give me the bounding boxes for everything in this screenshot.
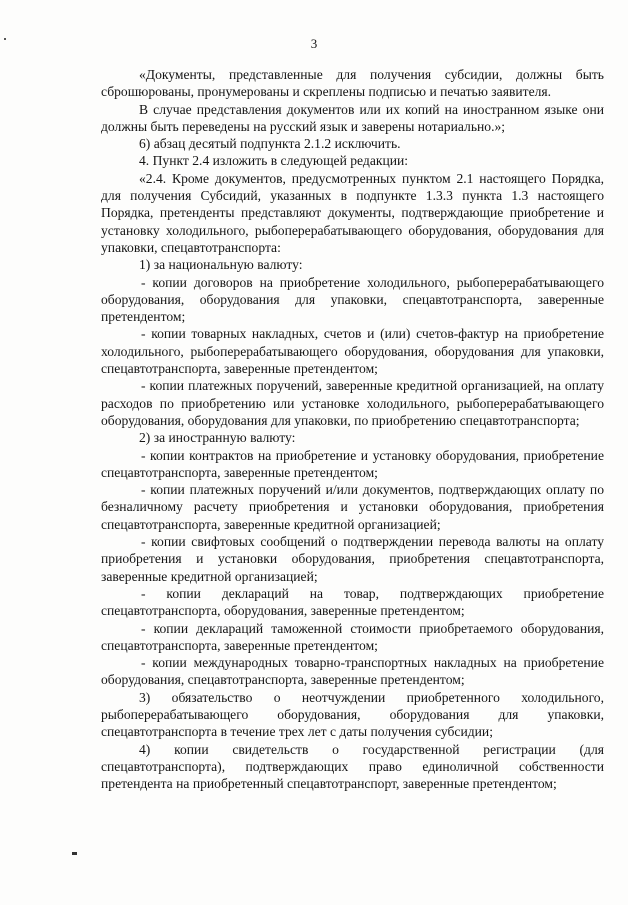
scan-speck <box>72 852 77 855</box>
paragraph-registration-certificates: 4) копии свидетельств о государственной регистрации (для спецавтотранспорта), подтверждающих право единоличной собственности претендента на приобретенный спецавтотранспорт, заверенные претендентом; <box>101 741 604 792</box>
paragraph-documents-binding: «Документы, представленные для получения субсидии, должны быть сброшюрованы, пронумерованы и скреплены подписью и печатью заявителя. <box>101 67 604 100</box>
list-heading-national-currency: 1) за национальную валюту: <box>139 257 303 273</box>
list-item-customs-value: - копии деклараций таможенной стоимости приобретаемого оборудования, спецавтотранспорта, заверенные претендентом; <box>101 620 604 653</box>
page-number: 3 <box>310 36 318 51</box>
paragraph-foreign-language: В случае представления документов или их копий на иностранном языке они должны быть переведены на русский язык и заверены нотариально.»; <box>101 101 604 134</box>
list-item-goods-declarations: - копии деклараций на товар, подтверждающих приобретение спецавтотранспорта, оборудования, заверенные претендентом; <box>101 585 604 619</box>
list-item-contracts: - копии договоров на приобретение холодильного, рыбоперерабатывающего оборудования, оборудования для упаковки, спецавтотранспорта, заверенные претендентом; <box>101 274 604 325</box>
list-item-invoices: - копии товарных накладных, счетов и (или) счетов-фактур на приобретение холодильного, рыбоперерабатывающего оборудования, оборудования для упаковки, спецавтотранспорта, заверенные претендентом; <box>101 326 604 377</box>
list-item-payment-orders: - копии платежных поручений, заверенные кредитной организацией, на оплату расходов по приобретению или установке холодильного, рыбоперерабатывающего оборудования, оборудования для упаковки, по приобретению спецавтотранспорта; <box>101 378 604 428</box>
list-item-foreign-contracts: - копии контрактов на приобретение и установку оборудования, приобретение спецавтотранспорта, заверенные претендентом; <box>101 447 604 480</box>
list-item-noncash-payment: - копии платежных поручений и/или документов, подтверждающих оплату по безналичному расчету приобретения и установки оборудования, приобретения спецавтотранспорта, заверенные кредитной организацией; <box>101 482 604 532</box>
paragraph-point-2-4-intro: 4. Пункт 2.4 изложить в следующей редакции: <box>139 153 409 169</box>
list-item-waybills: - копии международных товарно-транспортных накладных на приобретение оборудования, спецавтотранспорта, заверенные претендентом; <box>101 655 604 688</box>
paragraph-non-alienation: 3) обязательство о неотчуждении приобретенного холодильного, рыбоперерабатывающего оборудования, оборудования для упаковки, спецавтотранспорта в течение трех лет с даты получения субсидии; <box>101 689 604 740</box>
list-item-swift-messages: - копии свифтовых сообщений о подтверждении перевода валюты на оплату приобретения и установки оборудования, приобретения спецавтотранспорта, заверенные кредитной организацией; <box>101 534 604 584</box>
paragraph-exclude-subpoint: 6) абзац десятый подпункта 2.1.2 исключить. <box>139 136 401 152</box>
list-heading-foreign-currency: 2) за иностранную валюту: <box>139 430 296 446</box>
paragraph-point-2-4: «2.4. Кроме документов, предусмотренных пунктом 2.1 настоящего Порядка, для получения Субсидий, указанных в подпункте 1.3.3 пункта 1.3 настоящего Порядка, претенденты представляют документы, подтверждающие приобретение и установку холодильного, рыбоперерабатывающего оборудования, оборудования для упаковки, спецавтотранспорта: <box>101 170 604 255</box>
document-body <box>101 66 604 792</box>
